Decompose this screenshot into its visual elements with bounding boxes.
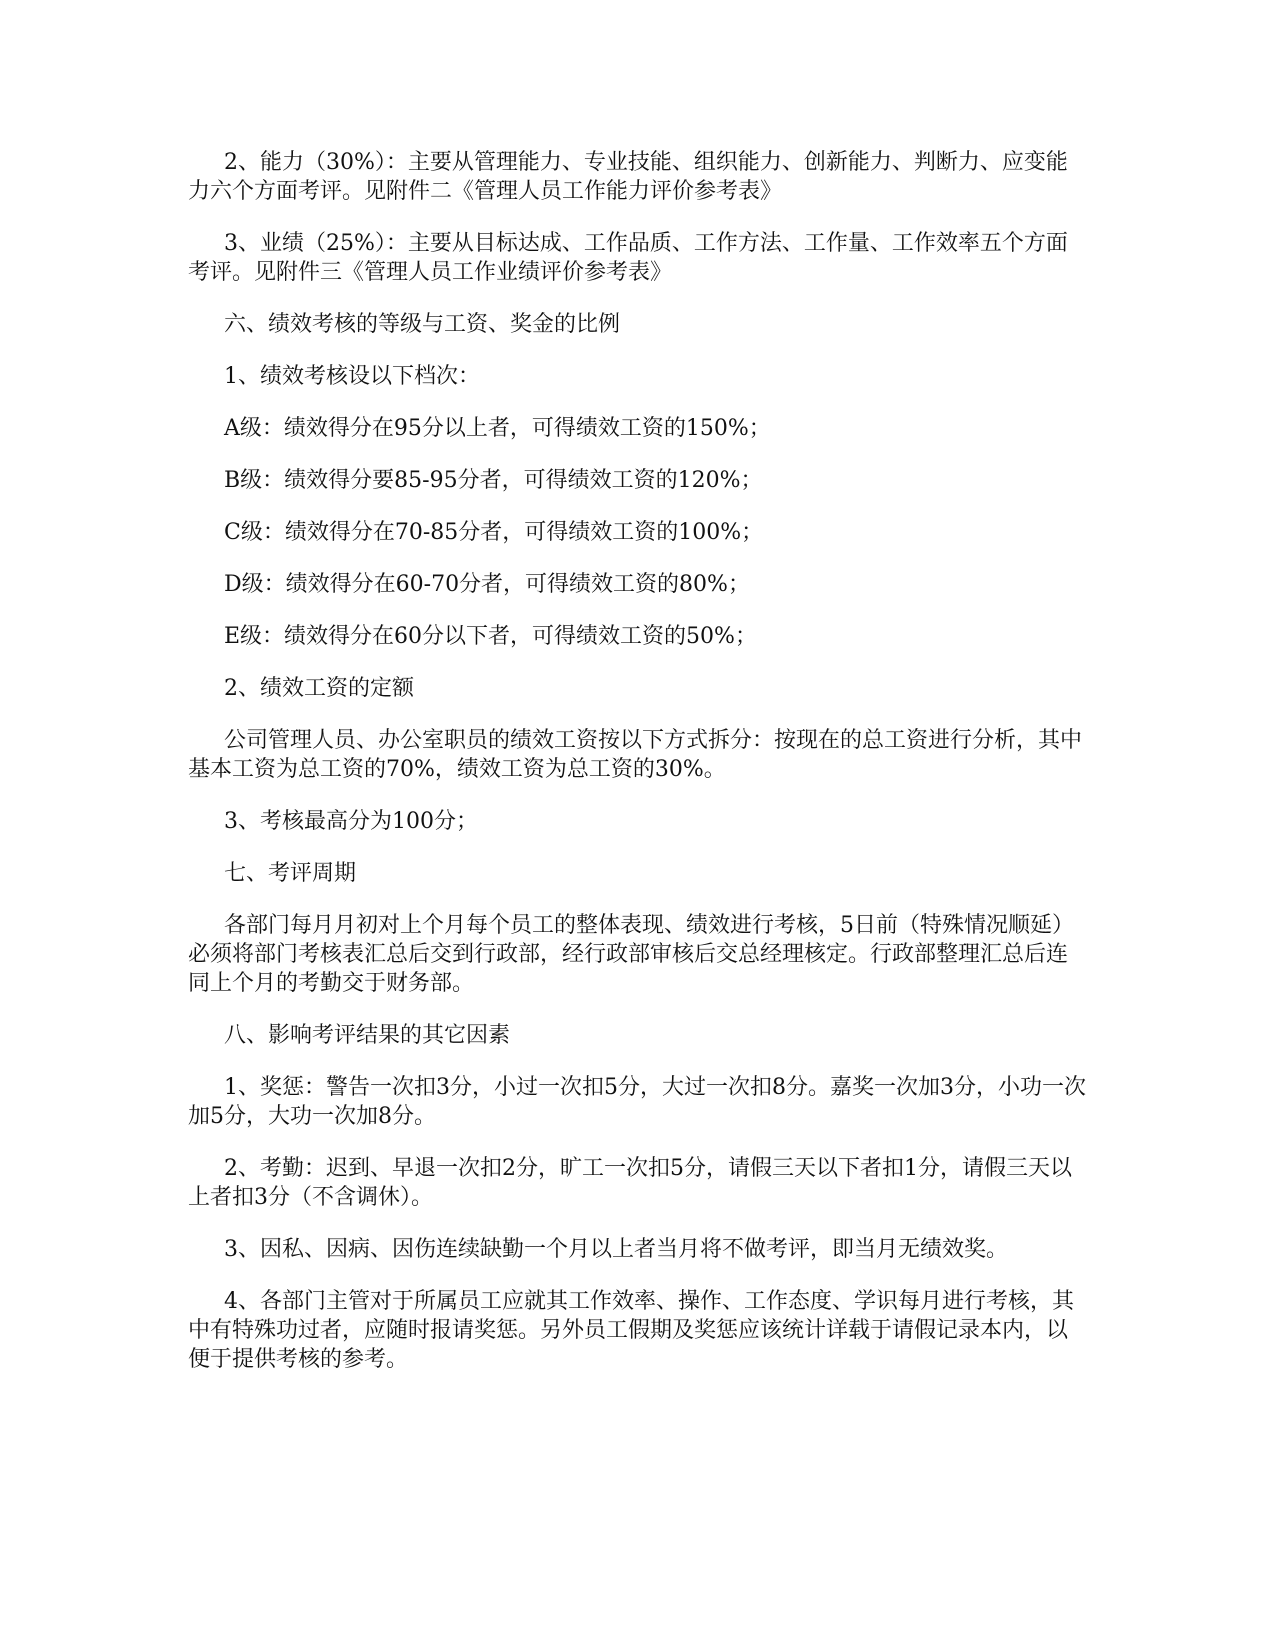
paragraph-salary-split: 公司管理人员、办公室职员的绩效工资按以下方式拆分：按现在的总工资进行分析，其中基本工资为总工资的70%，绩效工资为总工资的30%。 — [188, 728, 1083, 782]
paragraph-ability: 2、能力（30%）：主要从管理能力、专业技能、组织能力、创新能力、判断力、应变能力六个方面考评。见附件二《管理人员工作能力评价参考表》 — [188, 150, 1068, 204]
paragraph-absence: 3、因私、因病、因伤连续缺勤一个月以上者当月将不做考评，即当月无绩效奖。 — [224, 1237, 1008, 1262]
paragraph-supervisor-review: 4、各部门主管对于所属员工应就其工作效率、操作、工作态度、学识每月进行考核，其中有特殊功过者，应随时报请奖惩。另外员工假期及奖惩应该统计详载于请假记录本内，以便于提供考核的参考。 — [188, 1289, 1074, 1372]
paragraph-rewards-penalties: 1、奖惩：警告一次扣3分，小过一次扣5分，大过一次扣8分。嘉奖一次加3分，小功一次加5分，大功一次加8分。 — [188, 1075, 1086, 1129]
grade-b-item: B级：绩效得分要85-95分者，可得绩效工资的120%； — [224, 468, 763, 493]
heading-section-seven: 七、考评周期 — [224, 861, 357, 886]
paragraph-grade-levels: 1、绩效考核设以下档次： — [224, 364, 480, 389]
paragraph-attendance: 2、考勤：迟到、早退一次扣2分，旷工一次扣5分，请假三天以下者扣1分，请假三天以上者扣3分（不含调休）。 — [188, 1156, 1072, 1210]
grade-d-item: D级：绩效得分在60-70分者，可得绩效工资的80%； — [224, 572, 750, 597]
paragraph-salary-quota: 2、绩效工资的定额 — [224, 676, 414, 701]
paragraph-review-cycle: 各部门每月月初对上个月每个员工的整体表现、绩效进行考核，5日前（特殊情况顺延）必须将部门考核表汇总后交到行政部，经行政部审核后交总经理核定。行政部整理汇总后连同上个月的考勤交于财务部。 — [188, 913, 1074, 996]
document-body — [188, 148, 1088, 1397]
grade-a-item: A级：绩效得分在95分以上者，可得绩效工资的150%； — [224, 416, 771, 441]
heading-section-eight: 八、影响考评结果的其它因素 — [224, 1023, 511, 1048]
heading-section-six: 六、绩效考核的等级与工资、奖金的比例 — [224, 312, 621, 337]
grade-c-item: C级：绩效得分在70-85分者，可得绩效工资的100%； — [224, 520, 764, 545]
paragraph-performance: 3、业绩（25%）：主要从目标达成、工作品质、工作方法、工作量、工作效率五个方面考评。见附件三《管理人员工作业绩评价参考表》 — [188, 231, 1068, 285]
paragraph-max-score: 3、考核最高分为100分； — [224, 809, 478, 834]
grade-e-item: E级：绩效得分在60分以下者，可得绩效工资的50%； — [224, 624, 757, 649]
